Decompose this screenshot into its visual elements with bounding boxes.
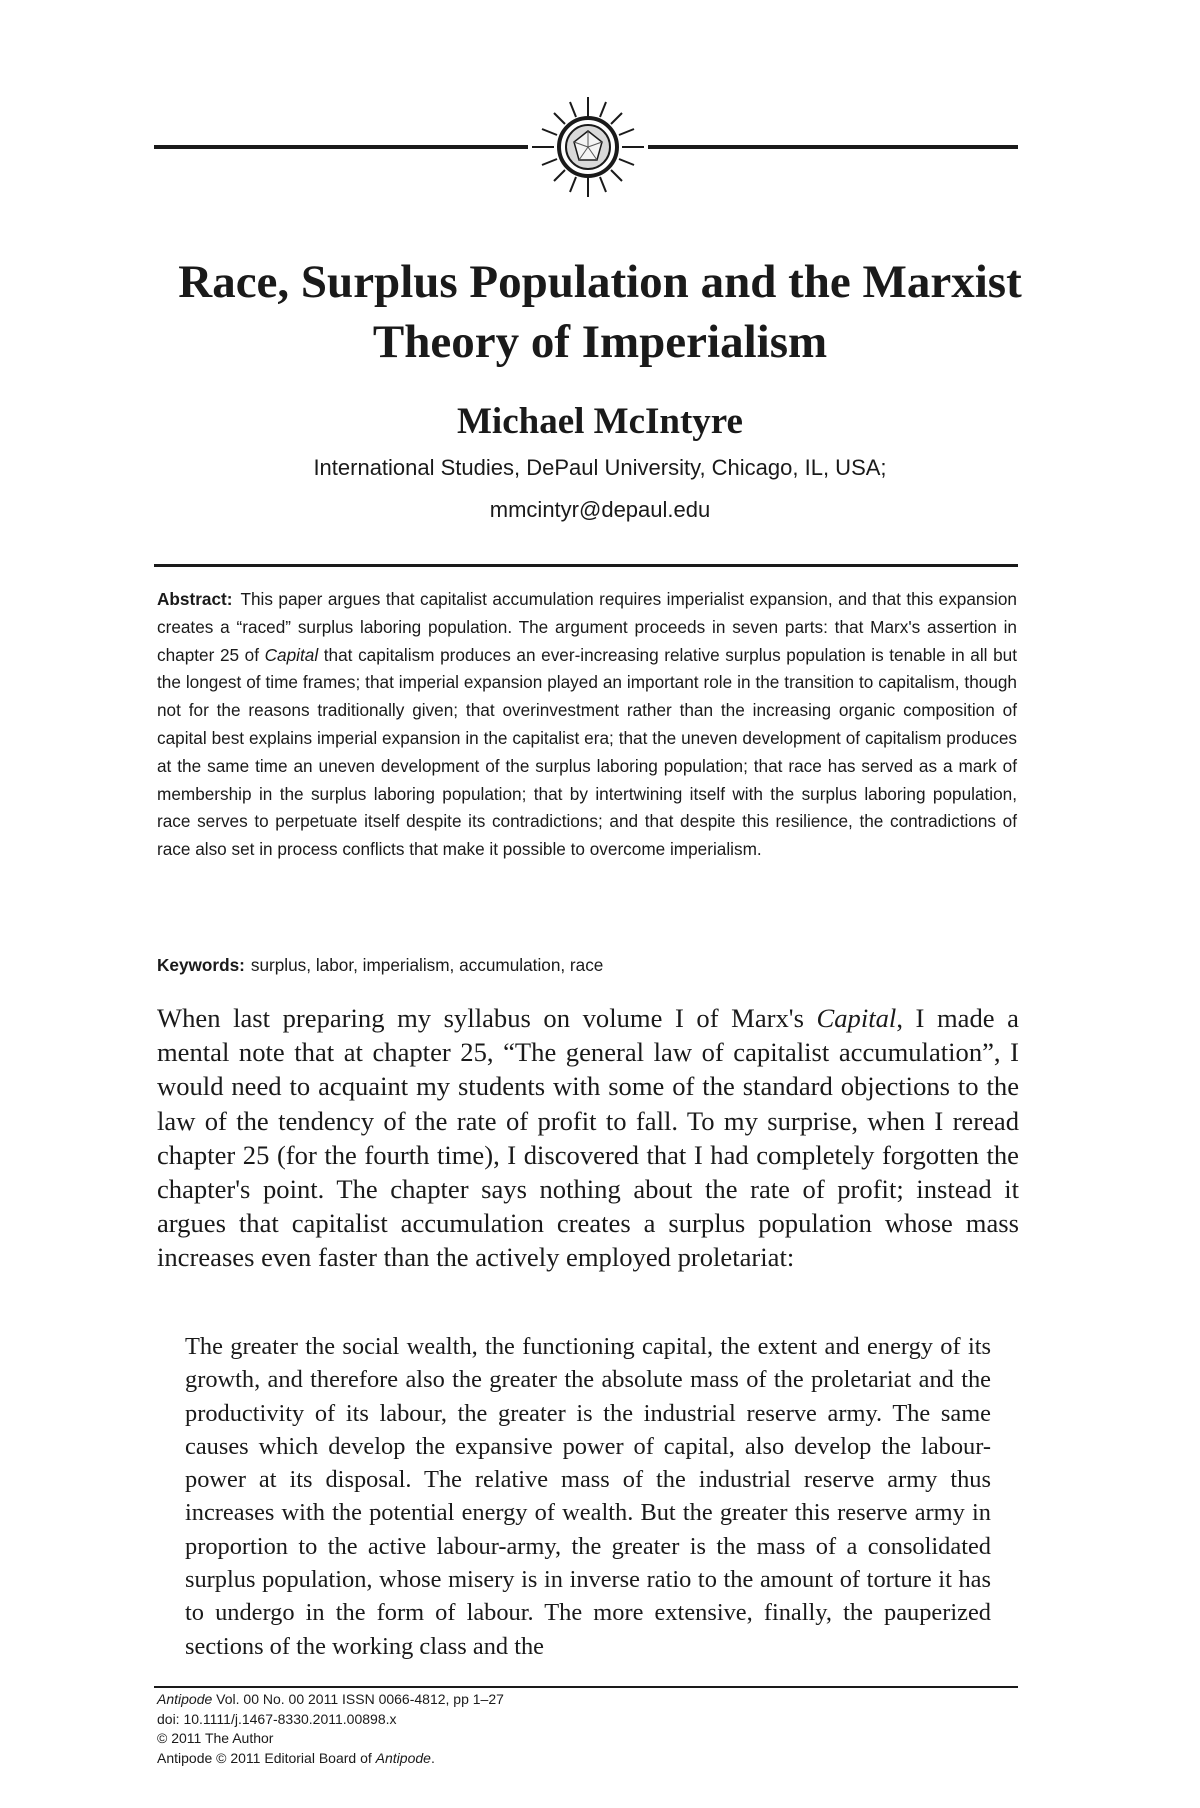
footer-citation: Vol. 00 No. 00 2011 ISSN 0066-4812, pp 1–27 bbox=[216, 1691, 504, 1707]
footer-board-prefix: Antipode © 2011 Editorial Board of bbox=[157, 1749, 372, 1766]
article-title: Race, Surplus Population and the Marxist Theory of Imperialism bbox=[178, 256, 1022, 368]
author-affiliation: International Studies, DePaul University, Chicago, IL, USA; bbox=[313, 455, 887, 480]
sun-ornament-icon bbox=[530, 95, 646, 199]
footer-rule bbox=[154, 1686, 1018, 1688]
footer-citation-line bbox=[157, 1690, 857, 1710]
ornament-rule-left bbox=[154, 145, 528, 149]
footer-board-suffix: . bbox=[430, 1749, 435, 1766]
footer-board-journal: Antipode bbox=[375, 1749, 431, 1766]
abstract-italic-title: Capital bbox=[264, 644, 319, 665]
footer-copyright: © 2011 The Author bbox=[157, 1730, 274, 1746]
keywords-label: Keywords: bbox=[157, 955, 245, 975]
abstract-text-rest: that capitalism produces an ever-increasing relative surplus population is tenable in all but the longest of time frames; that imperial expansion played an important role in the transition to capitalism, though not for the reasons traditionally given; that overinvestment rather than the increasing organic composition of capital best explains imperial expansion in the capitalist era; that the uneven development of capitalism produces at the same time an uneven development of the surplus laboring population; that race has served as a mark of membership in the surplus laboring population; that by intertwining itself with the surplus laboring population, race serves to perpetuate itself despite its contradictions; and that despite this resilience, the contradictions of race also set in process conflicts that make it possible to overcome imperialism. bbox=[157, 644, 1017, 860]
body-paragraph bbox=[157, 1001, 1019, 1275]
abstract-rule bbox=[154, 564, 1018, 567]
keywords-text: surplus, labor, imperialism, accumulation, race bbox=[250, 955, 604, 975]
footer-journal: Antipode bbox=[157, 1691, 213, 1707]
keywords bbox=[157, 955, 1017, 976]
author-name: Michael McIntyre bbox=[457, 401, 743, 442]
body-paragraph-rest: , I made a mental note that at chapter 25, “The general law of capitalist accumulation”, I would need to acquaint my students with some of the standard objections to the law of the tendency of the rate of profit to fall. To my surprise, when I reread chapter 25 (for the fourth time), I discovered that I had completely forgotten the chapter's point. The chapter says nothing about the rate of profit; instead it argues that capitalist accumulation creates a surplus population whose mass increases even faster than the actively employed proletariat: bbox=[157, 1003, 1019, 1273]
abstract-text: This paper argues that capitalist accumulation requires imperialist expansion, and that this expansion creates a “raced” surplus laboring population. The argument proceeds in seven parts: that Marx's assertion in chapter 25 of bbox=[157, 589, 1017, 665]
footer-doi[interactable]: doi: 10.1111/j.1467-8330.2011.00898.x bbox=[157, 1710, 397, 1727]
footer-board-line bbox=[157, 1749, 857, 1769]
ornament-rule-right bbox=[648, 145, 1018, 149]
body-paragraph-start: When last preparing my syllabus on volume I of Marx's bbox=[157, 1003, 804, 1033]
author-email[interactable]: mmcintyr@depaul.edu bbox=[489, 497, 711, 522]
abstract bbox=[157, 586, 1017, 864]
footer bbox=[157, 1690, 857, 1768]
abstract-label: Abstract: bbox=[157, 589, 233, 609]
block-quote: The greater the social wealth, the functioning capital, the extent and energy of its growth, and therefore also the greater the absolute mass of the proletariat and the productivity of its labour, the greater is the industrial reserve army. The same causes which develop the expansive power of capital, also develop the labour-power at its disposal. The relative mass of the industrial reserve army thus increases with the potential energy of wealth. But the greater this reserve army in proportion to the active labour-army, the greater is the mass of a consolidated surplus population, whose misery is in inverse ratio to the amount of torture it has to undergo in the form of labour. The more extensive, finally, the pauperized sections of the working class and the bbox=[185, 1333, 991, 1660]
body-italic-title: Capital bbox=[816, 1003, 897, 1033]
